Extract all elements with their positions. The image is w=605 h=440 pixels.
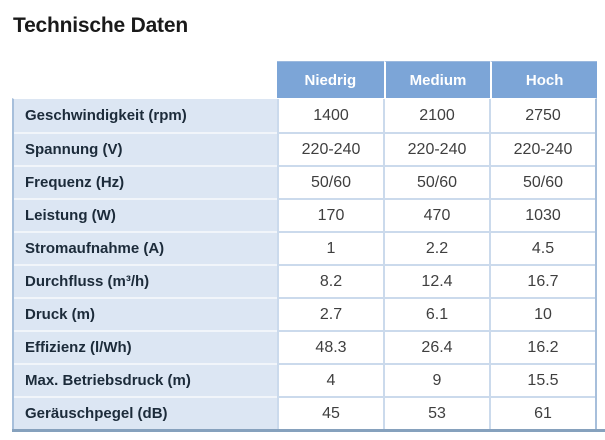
column-header-medium: Medium xyxy=(384,61,491,98)
value-cell: 48.3 xyxy=(277,330,383,363)
value-cell: 61 xyxy=(489,396,595,429)
row-label: Max. Betriebsdruck (m) xyxy=(14,363,277,396)
value-cell: 15.5 xyxy=(489,363,595,396)
row-label: Spannung (V) xyxy=(14,132,277,165)
row-label: Geräuschpegel (dB) xyxy=(14,396,277,429)
value-cell: 2.2 xyxy=(383,231,489,264)
table-row xyxy=(14,297,595,330)
row-label: Effizienz (l/Wh) xyxy=(14,330,277,363)
value-cell: 2.7 xyxy=(277,297,383,330)
table-row xyxy=(14,330,595,363)
value-cell: 26.4 xyxy=(383,330,489,363)
value-cell: 220-240 xyxy=(489,132,595,165)
table-header-row xyxy=(12,61,597,98)
value-cell: 220-240 xyxy=(383,132,489,165)
table-bottom-rule xyxy=(12,429,605,432)
value-cell: 6.1 xyxy=(383,297,489,330)
table-row xyxy=(14,198,595,231)
value-cell: 16.7 xyxy=(489,264,595,297)
value-cell: 50/60 xyxy=(383,165,489,198)
table-row xyxy=(14,99,595,132)
table-row xyxy=(14,264,595,297)
value-cell: 53 xyxy=(383,396,489,429)
row-label: Durchfluss (m³/h) xyxy=(14,264,277,297)
row-label: Druck (m) xyxy=(14,297,277,330)
value-cell: 4.5 xyxy=(489,231,595,264)
table-corner-blank xyxy=(12,61,277,98)
value-cell: 170 xyxy=(277,198,383,231)
value-cell: 10 xyxy=(489,297,595,330)
page-title: Technische Daten xyxy=(13,14,188,37)
technical-data-table xyxy=(12,61,597,431)
column-header-niedrig: Niedrig xyxy=(277,61,384,98)
value-cell: 4 xyxy=(277,363,383,396)
table-row xyxy=(14,231,595,264)
value-cell: 50/60 xyxy=(277,165,383,198)
value-cell: 2100 xyxy=(383,99,489,132)
row-label: Stromaufnahme (A) xyxy=(14,231,277,264)
column-header-hoch: Hoch xyxy=(490,61,597,98)
row-label: Frequenz (Hz) xyxy=(14,165,277,198)
table-body xyxy=(12,98,597,431)
table-row xyxy=(14,165,595,198)
value-cell: 45 xyxy=(277,396,383,429)
table-row xyxy=(14,396,595,429)
value-cell: 2750 xyxy=(489,99,595,132)
value-cell: 50/60 xyxy=(489,165,595,198)
table-row xyxy=(14,132,595,165)
value-cell: 1400 xyxy=(277,99,383,132)
table-row xyxy=(14,363,595,396)
value-cell: 16.2 xyxy=(489,330,595,363)
value-cell: 1 xyxy=(277,231,383,264)
row-label: Leistung (W) xyxy=(14,198,277,231)
value-cell: 9 xyxy=(383,363,489,396)
value-cell: 1030 xyxy=(489,198,595,231)
value-cell: 12.4 xyxy=(383,264,489,297)
value-cell: 470 xyxy=(383,198,489,231)
value-cell: 220-240 xyxy=(277,132,383,165)
row-label: Geschwindigkeit (rpm) xyxy=(14,99,277,132)
value-cell: 8.2 xyxy=(277,264,383,297)
